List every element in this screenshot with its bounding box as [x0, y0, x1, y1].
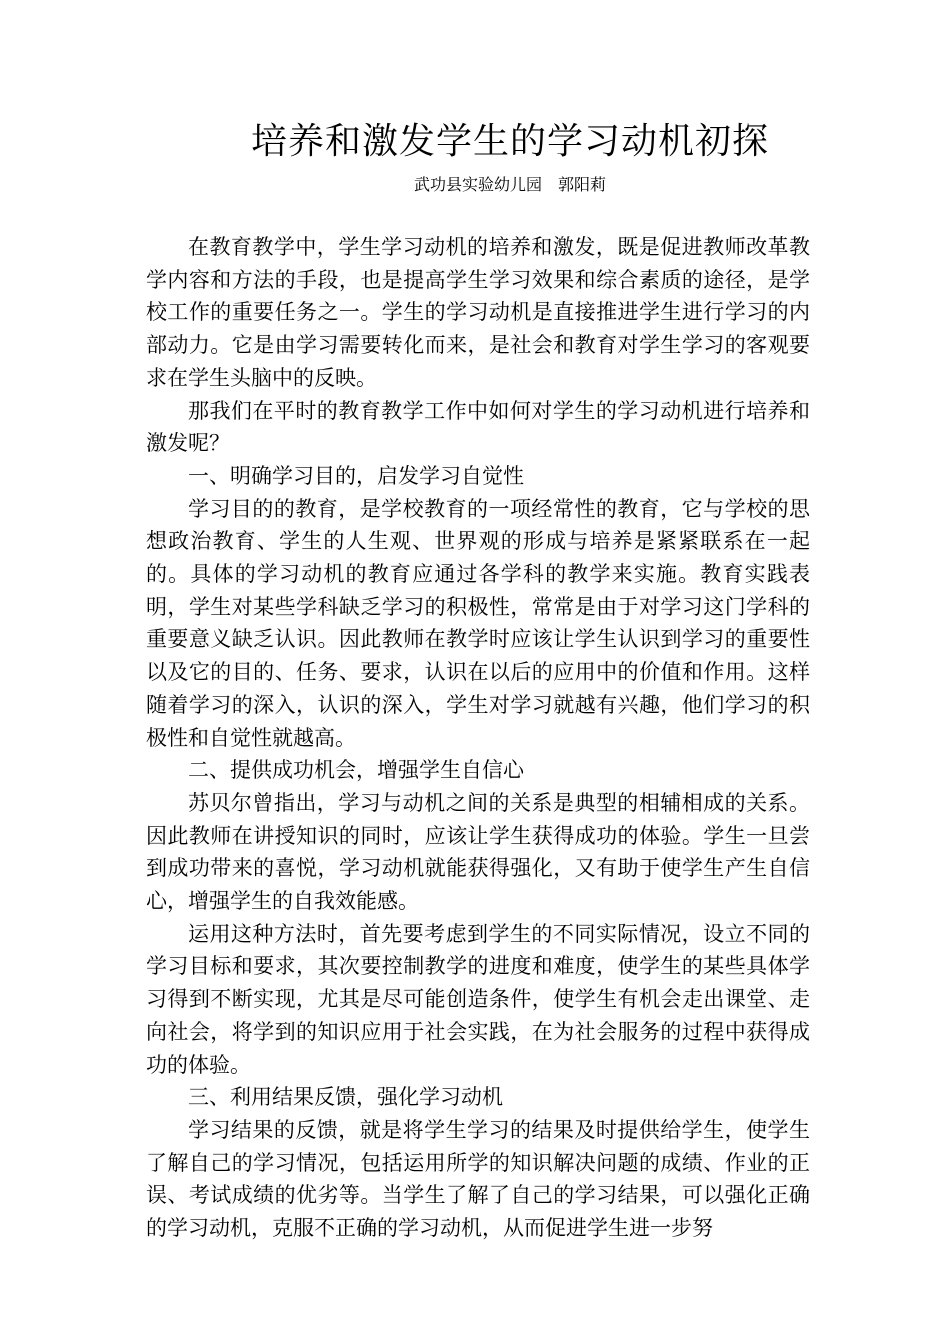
- author-byline: 武功县实验幼儿园 郭阳莉: [413, 175, 606, 194]
- document-body: [146, 231, 810, 1245]
- section-heading-2: 二、提供成功机会，增强学生自信心: [188, 758, 524, 783]
- paragraph-section-2b: 运用这种方法时，首先要考虑到学生的不同实际情况，设立不同的学习目标和要求，其次要控制教学的进度和难度，使学生的某些具体学习得到不断实现，尤其是尽可能创造条件，使学生有机会走出课堂、走向社会，将学到的知识应用于社会实践，在为社会服务的过程中获得成功的体验。: [146, 921, 810, 1077]
- paragraph-section-3: 学习结果的反馈，就是将学生学习的结果及时提供给学生，使学生了解自己的学习情况，包括运用所学的知识解决问题的成绩、作业的正误、考试成绩的优劣等。当学生了解了自己的学习结果，可以强化正确的学习动机，克服不正确的学习动机，从而促进学生进一步努: [146, 1117, 810, 1241]
- paragraph-section-1: 学习目的的教育，是学校教育的一项经常性的教育，它与学校的思想政治教育、学生的人生观、世界观的形成与培养是紧紧联系在一起的。具体的学习动机的教育应通过各学科的教学来实施。教育实践表明，学生对某些学科缺乏学习的积极性，常常是由于对学习这门学科的重要意义缺乏认识。因此教师在教学时应该让学生认识到学习的重要性以及它的目的、任务、要求，认识在以后的应用中的价值和作用。这样随着学习的深入，认识的深入，学生对学习就越有兴趣，他们学习的积极性和自觉性就越高。: [146, 496, 810, 750]
- paragraph-section-2a: 苏贝尔曾指出，学习与动机之间的关系是典型的相辅相成的关系。因此教师在讲授知识的同时，应该让学生获得成功的体验。学生一旦尝到成功带来的喜悦，学习动机就能获得强化，又有助于使学生产生自信心，增强学生的自我效能感。: [146, 790, 810, 914]
- document-title: 培养和激发学生的学习动机初探: [250, 121, 769, 162]
- paragraph-question: 那我们在平时的教育教学工作中如何对学生的学习动机进行培养和激发呢？: [146, 398, 810, 456]
- section-heading-3: 三、利用结果反馈，强化学习动机: [188, 1085, 503, 1110]
- paragraph-intro: 在教育教学中，学生学习动机的培养和激发，既是促进教师改革教学内容和方法的手段，也是提高学生学习效果和综合素质的途径，是学校工作的重要任务之一。学生的学习动机是直接推进学生进行学习的内部动力。它是由学习需要转化而来，是社会和教育对学生学习的客观要求在学生头脑中的反映。: [146, 235, 810, 390]
- section-heading-1: 一、明确学习目的，启发学习自觉性: [188, 463, 524, 488]
